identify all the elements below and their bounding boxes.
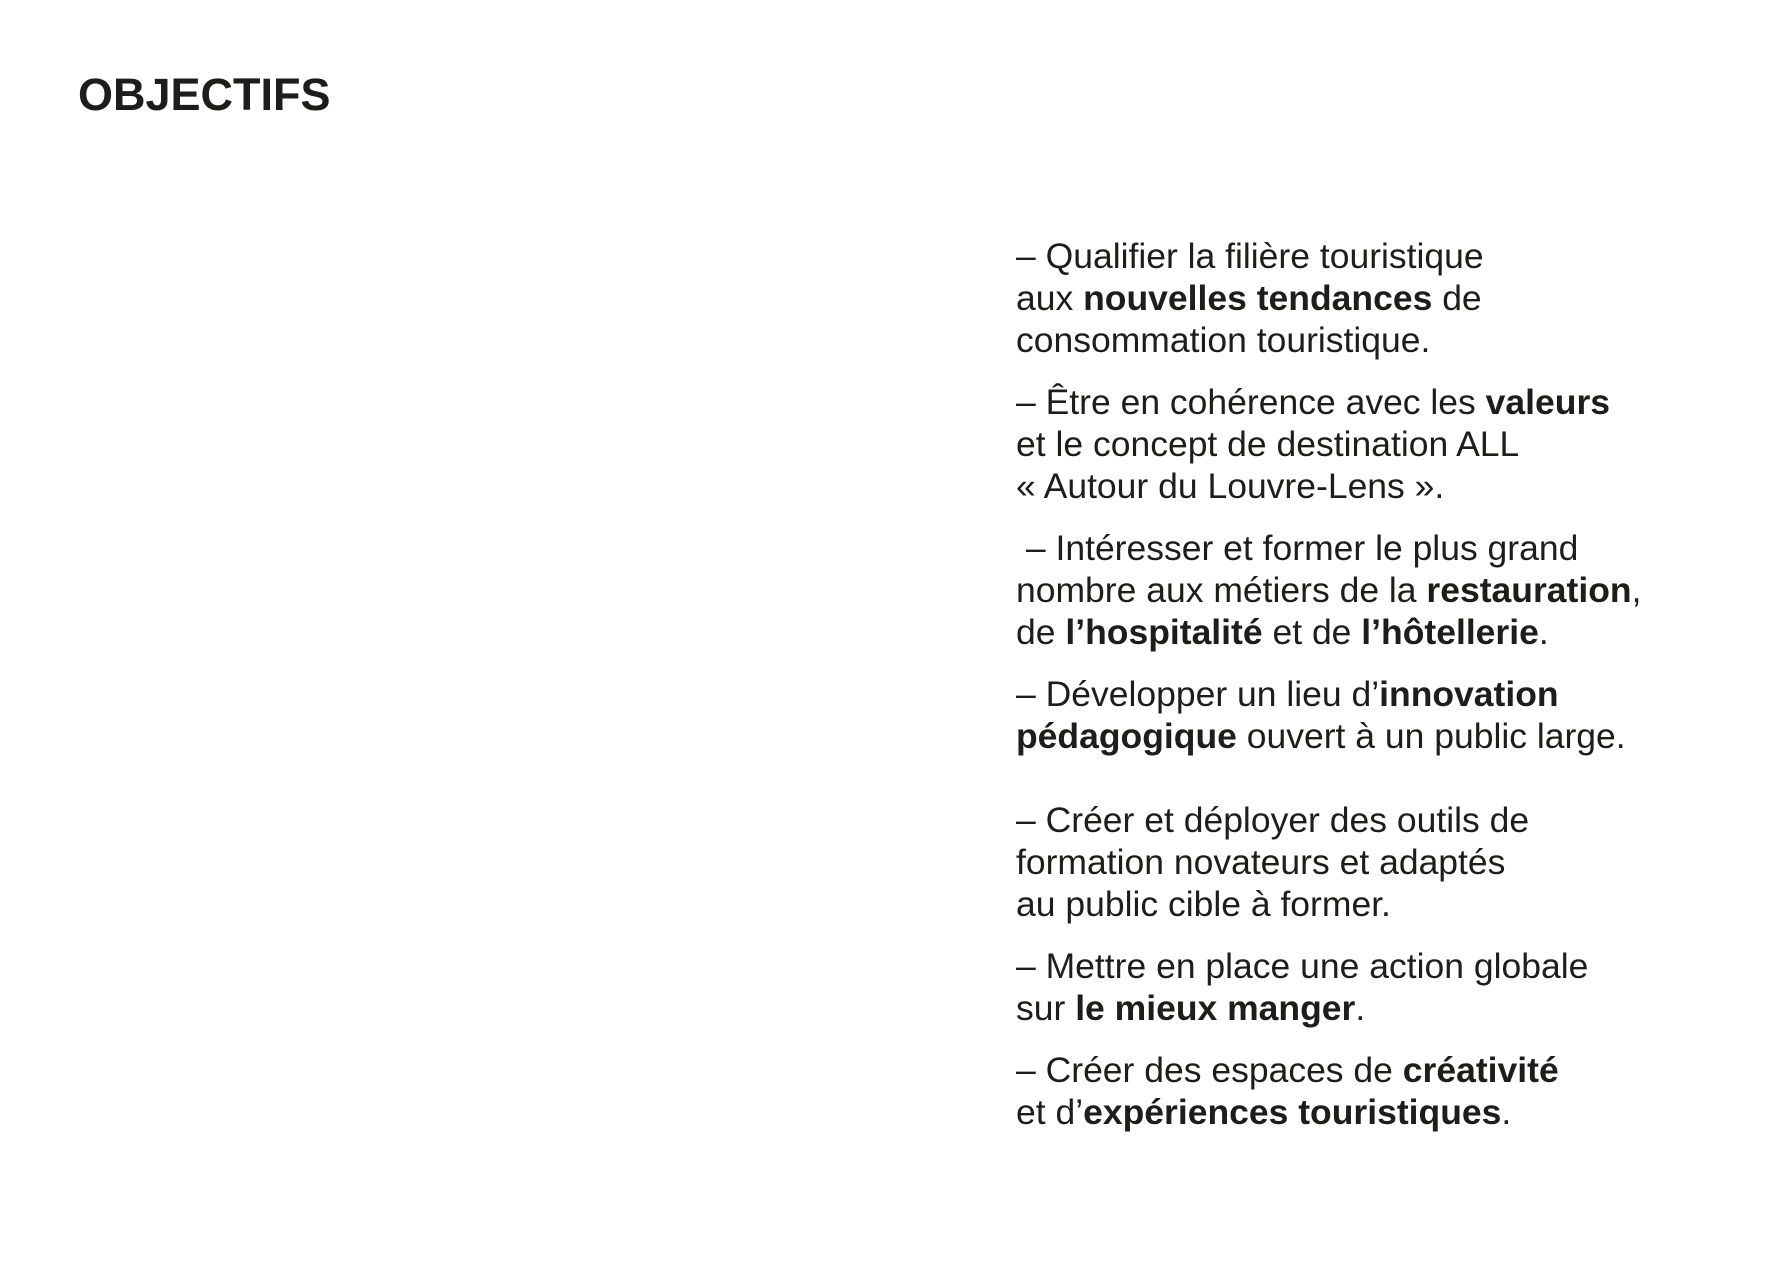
objective-text: au public cible à former. xyxy=(1016,884,1391,924)
objective-line xyxy=(1016,799,1736,841)
objectives-list xyxy=(1016,235,1736,1153)
objective-line xyxy=(1016,715,1736,757)
objective-text: , xyxy=(1631,570,1642,610)
objective-highlight: restauration xyxy=(1426,570,1632,610)
objective-text: et de xyxy=(1262,612,1362,652)
objective-line xyxy=(1016,883,1736,925)
objective-line xyxy=(1016,611,1736,653)
objective-highlight: valeurs xyxy=(1485,382,1611,422)
objective-highlight: le mieux manger xyxy=(1075,988,1356,1028)
objective-line xyxy=(1016,841,1736,883)
objective-text: ouvert à un public large. xyxy=(1236,716,1626,756)
objective-text: consommation touristique. xyxy=(1016,320,1431,360)
objective-line xyxy=(1016,1091,1736,1133)
objective-item xyxy=(1016,381,1736,507)
objective-text: « Autour du Louvre-Lens ». xyxy=(1016,466,1445,506)
objective-text: – Développer un lieu d’ xyxy=(1016,674,1380,714)
objective-highlight: nouvelles tendances xyxy=(1083,278,1433,318)
objective-line xyxy=(1016,235,1736,277)
objective-line xyxy=(1016,319,1736,361)
objective-text: sur xyxy=(1016,988,1076,1028)
objective-line xyxy=(1016,945,1736,987)
objective-text: de xyxy=(1432,278,1482,318)
objective-item xyxy=(1016,945,1736,1029)
objective-item xyxy=(1016,673,1736,757)
objective-highlight: expériences touristiques xyxy=(1083,1092,1502,1132)
objective-text: et le concept de destination ALL xyxy=(1016,424,1520,464)
page-title: OBJECTIFS xyxy=(78,69,331,120)
objective-line xyxy=(1016,465,1736,507)
objective-line xyxy=(1016,987,1736,1029)
objective-item xyxy=(1016,799,1736,925)
objective-line xyxy=(1016,1049,1736,1091)
objective-highlight: l’hospitalité xyxy=(1065,612,1263,652)
objective-line xyxy=(1016,673,1736,715)
objective-highlight: l’hôtellerie xyxy=(1361,612,1539,652)
objective-line xyxy=(1016,527,1736,569)
objective-text: . xyxy=(1501,1092,1512,1132)
objective-text: . xyxy=(1355,988,1366,1028)
objective-highlight: pédagogique xyxy=(1016,716,1237,756)
objective-text: et d’ xyxy=(1016,1092,1084,1132)
objective-highlight: créativité xyxy=(1402,1050,1559,1090)
objective-text: – Créer des espaces de xyxy=(1016,1050,1403,1090)
objective-text: – Qualifier la filière touristique xyxy=(1016,236,1484,276)
objective-item xyxy=(1016,1049,1736,1133)
objective-text: – Créer et déployer des outils de xyxy=(1016,800,1530,840)
objective-text: – Mettre en place une action globale xyxy=(1016,946,1589,986)
objective-item xyxy=(1016,527,1736,653)
objective-highlight: innovation xyxy=(1379,674,1559,714)
objective-text: formation novateurs et adaptés xyxy=(1016,842,1506,882)
objective-text: aux xyxy=(1016,278,1084,318)
objective-line xyxy=(1016,277,1736,319)
objective-line xyxy=(1016,423,1736,465)
objective-text: – Être en cohérence avec les xyxy=(1016,382,1486,422)
objective-item xyxy=(1016,235,1736,361)
objective-text: nombre aux métiers de la xyxy=(1016,570,1427,610)
objective-text: – Intéresser et former le plus grand xyxy=(1016,528,1579,568)
objective-text: . xyxy=(1538,612,1549,652)
objective-line xyxy=(1016,381,1736,423)
objective-line xyxy=(1016,569,1736,611)
objective-text: de xyxy=(1016,612,1066,652)
